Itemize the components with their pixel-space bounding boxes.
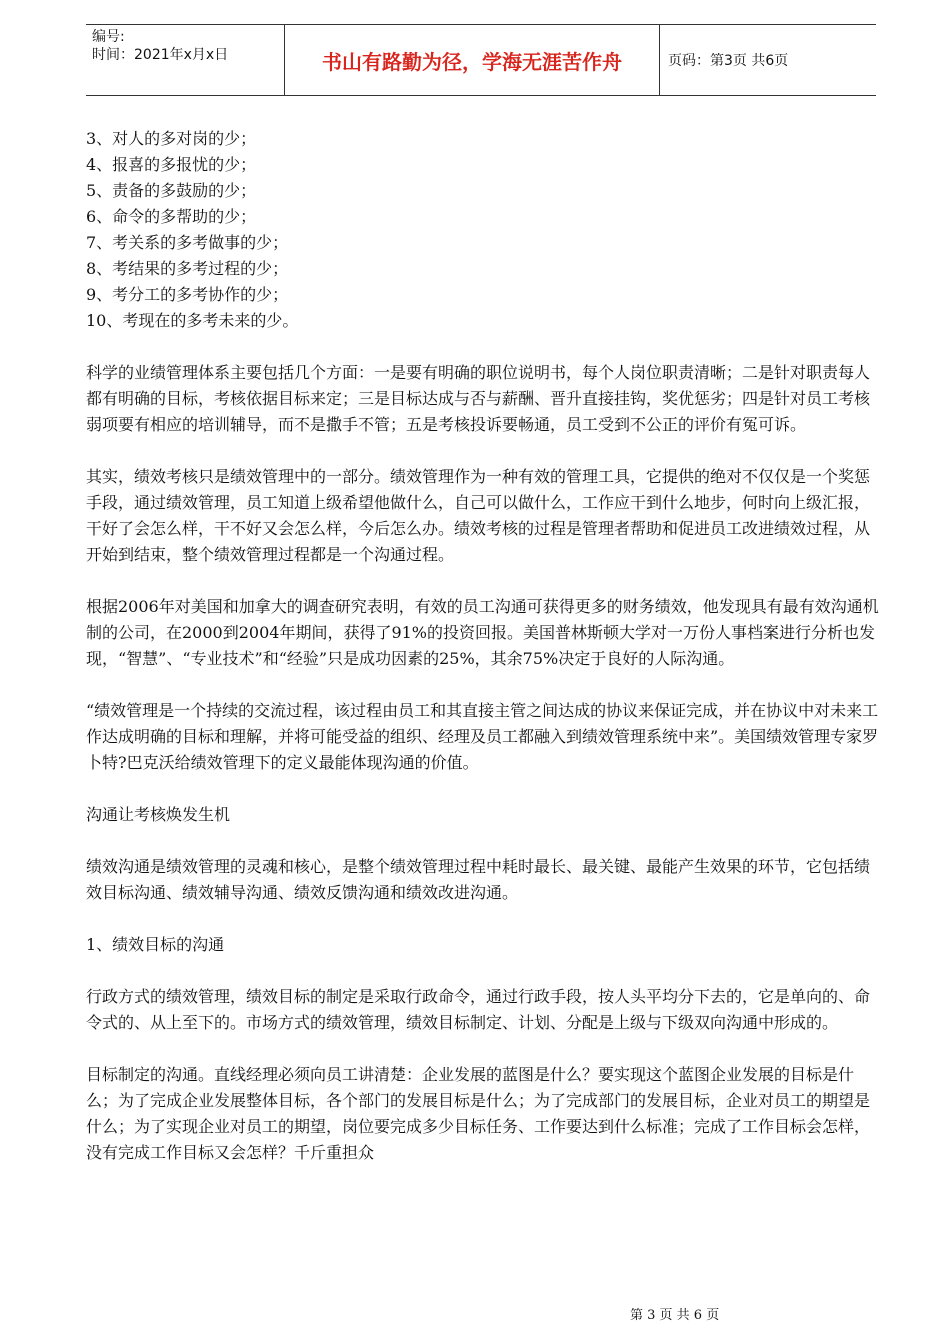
page-footer: 第 3 页 共 6 页 — [630, 1308, 720, 1323]
header-page-info: 页码：第3页 共6页 — [668, 53, 789, 69]
section-heading: 沟通让考核焕发生机 — [86, 805, 231, 824]
list-item: 9、考分工的多考协作的少； — [86, 285, 289, 304]
paragraph: 绩效沟通是绩效管理的灵魂和核心，是整个绩效管理过程中耗时最长、最关键、最能产生效果的环节，它包括绩效目标沟通、绩效辅导沟通、绩效反馈沟通和绩效改进沟通。 — [86, 857, 871, 902]
numbered-list — [86, 126, 881, 334]
paragraph: 科学的业绩管理体系主要包括几个方面：一是要有明确的职位说明书，每个人岗位职责清晰；二是针对职责每人都有明确的目标，考核依据目标来定；三是目标达成与否与薪酬、晋升直接挂钩，奖优惩劣；四是针对员工考核弱项要有相应的培训辅导，而不是撒手不管；五是考核投诉要畅通，员工受到不公正的评价有冤可诉。 — [86, 363, 871, 434]
list-item: 3、对人的多对岗的少； — [86, 129, 257, 148]
paragraph: 其实，绩效考核只是绩效管理中的一部分。绩效管理作为一种有效的管理工具，它提供的绝对不仅仅是一个奖惩手段，通过绩效管理，员工知道上级希望他做什么，自己可以做什么，工作应干到什么地步，何时向上级汇报，干好了会怎么样，干不好又会怎么样，今后怎么办。绩效考核的过程是管理者帮助和促进员工改进绩效过程，从开始到结束，整个绩效管理过程都是一个沟通过程。 — [86, 467, 871, 564]
list-item: 7、考关系的多考做事的少； — [86, 233, 289, 252]
list-item: 8、考结果的多考过程的少； — [86, 259, 289, 278]
list-item: 4、报喜的多报忧的少； — [86, 155, 257, 174]
paragraph: 行政方式的绩效管理，绩效目标的制定是采取行政命令，通过行政手段，按人头平均分下去的，它是单向的、命令式的、从上至下的。市场方式的绩效管理，绩效目标制定、计划、分配是上级与下级双向沟通中形成的。 — [86, 987, 871, 1032]
paragraph: 根据2006年对美国和加拿大的调查研究表明，有效的员工沟通可获得更多的财务绩效，他发现具有最有效沟通机制的公司，在2000到2004年期间，获得了91%的投资回报。美国普林斯顿大学对一万份人事档案进行分析也发现，“智慧”、“专业技术”和“经验”只是成功因素的25%，其余75%决定于良好的人际沟通。 — [86, 597, 879, 668]
paragraph: “绩效管理是一个持续的交流过程，该过程由员工和其直接主管之间达成的协议来保证完成，并在协议中对未来工作达成明确的目标和理解，并将可能受益的组织、经理及员工都融入到绩效管理系统中来”。美国绩效管理专家罗卜特?巴克沃给绩效管理下的定义最能体现沟通的价值。 — [86, 701, 879, 772]
page-header — [86, 24, 876, 96]
document-body — [86, 126, 881, 1192]
document-time: 时间：2021年x月x日 — [92, 47, 229, 63]
header-motto: 书山有路勤为径，学海无涯苦作舟 — [284, 25, 660, 95]
paragraph: 目标制定的沟通。直线经理必须向员工讲清楚：企业发展的蓝图是什么？要实现这个蓝图企业发展的目标是什么；为了完成企业发展整体目标，各个部门的发展目标是什么；为了完成部门的发展目标，企业对员工的期望是什么；为了实现企业对员工的期望，岗位要完成多少目标任务、工作要达到什么标准；完成了工作目标会怎样，没有完成工作目标又会怎样？千斤重担众 — [86, 1065, 871, 1162]
list-item: 10、考现在的多考未来的少。 — [86, 311, 299, 330]
subsection-heading: 1、绩效目标的沟通 — [86, 935, 225, 954]
document-number-label: 编号: — [92, 29, 125, 45]
list-item: 6、命令的多帮助的少； — [86, 207, 257, 226]
list-item: 5、责备的多鼓励的少； — [86, 181, 257, 200]
header-meta — [86, 25, 284, 95]
